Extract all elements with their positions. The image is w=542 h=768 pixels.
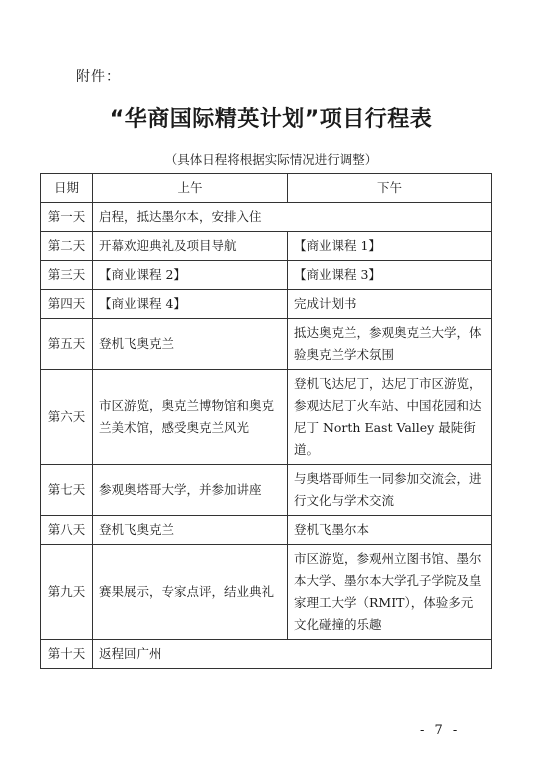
day-cell: 第十天 (41, 640, 93, 669)
page-number: - 7 - (420, 723, 461, 738)
afternoon-cell: 登机飞墨尔本 (288, 516, 492, 545)
full-day-cell: 启程，抵达墨尔本，安排入住 (93, 203, 492, 232)
table-header-row (41, 174, 492, 203)
day-cell: 第三天 (41, 261, 93, 290)
document-title: “华商国际精英计划”项目行程表 (109, 107, 433, 132)
table-row (41, 319, 492, 370)
day-cell: 第八天 (41, 516, 93, 545)
afternoon-cell: 与奥塔哥师生一同参加交流会，进行文化与学术交流 (288, 465, 492, 516)
morning-cell: 登机飞奥克兰 (93, 319, 288, 370)
table-row (41, 290, 492, 319)
afternoon-cell: 市区游览，参观州立图书馆、墨尔本大学、墨尔本大学孔子学院及皇家理工大学（RMIT），体验多元文化碰撞的乐趣 (288, 545, 492, 640)
afternoon-cell: 登机飞达尼丁，达尼丁市区游览，参观达尼丁火车站、中国花园和达尼丁 North East Valley 最陡街道。 (288, 370, 492, 465)
table-row (41, 516, 492, 545)
day-cell: 第九天 (41, 545, 93, 640)
morning-cell: 【商业课程 2】 (93, 261, 288, 290)
afternoon-cell: 【商业课程 1】 (288, 232, 492, 261)
day-cell: 第五天 (41, 319, 93, 370)
day-cell: 第四天 (41, 290, 93, 319)
morning-cell: 参观奥塔哥大学，并参加讲座 (93, 465, 288, 516)
table-row (41, 545, 492, 640)
morning-cell: 市区游览，奥克兰博物馆和奥克兰美术馆，感受奥克兰风光 (93, 370, 288, 465)
morning-cell: 登机飞奥克兰 (93, 516, 288, 545)
attachment-label: 附件： (76, 69, 121, 85)
afternoon-cell: 【商业课程 3】 (288, 261, 492, 290)
day-cell: 第七天 (41, 465, 93, 516)
day-cell: 第二天 (41, 232, 93, 261)
day-cell: 第一天 (41, 203, 93, 232)
table-row (41, 203, 492, 232)
table-row (41, 261, 492, 290)
table-row (41, 232, 492, 261)
table-row (41, 465, 492, 516)
afternoon-cell: 抵达奥克兰，参观奥克兰大学，体验奥克兰学术氛围 (288, 319, 492, 370)
table-row (41, 370, 492, 465)
afternoon-cell: 完成计划书 (288, 290, 492, 319)
header-date: 日期 (41, 174, 93, 203)
morning-cell: 开幕欢迎典礼及项目导航 (93, 232, 288, 261)
table-row (41, 640, 492, 669)
header-morning: 上午 (93, 174, 288, 203)
morning-cell: 【商业课程 4】 (93, 290, 288, 319)
full-day-cell: 返程回广州 (93, 640, 492, 669)
header-afternoon: 下午 (288, 174, 492, 203)
document-subtitle: （具体日程将根据实际情况进行调整） (164, 152, 378, 167)
day-cell: 第六天 (41, 370, 93, 465)
itinerary-table (40, 173, 492, 669)
morning-cell: 赛果展示，专家点评，结业典礼 (93, 545, 288, 640)
